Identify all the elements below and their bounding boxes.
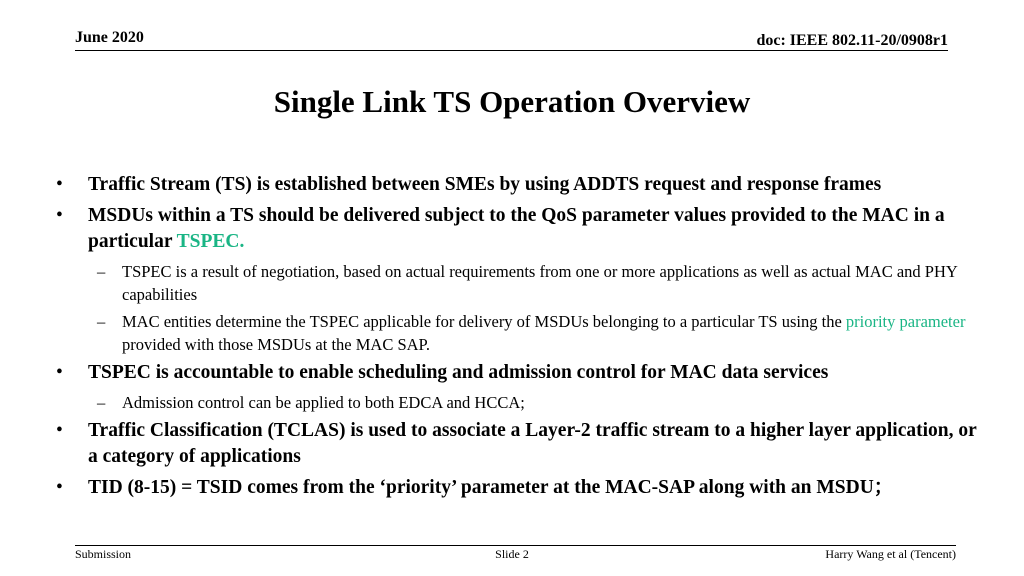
header-date: June 2020 — [75, 29, 144, 46]
bullet-text: Traffic Classification (TCLAS) is used to associate a Layer-2 traffic stream to a higher layer application, or a category of applications — [88, 420, 977, 467]
sub-bullet-marker: – — [97, 312, 106, 331]
bullet-item — [56, 418, 981, 470]
sub-bullet-text: Admission control can be applied to both EDCA and HCCA; — [122, 393, 525, 412]
highlight-text: priority parameter — [845, 312, 966, 331]
sub-bullet-marker: – — [97, 393, 106, 412]
bullet-list — [56, 172, 981, 506]
bullet-item — [56, 203, 981, 255]
sub-bullet-text: TSPEC is a result of negotiation, based on actual requirements from one or more applications as well as actual MAC and PHY capabilities — [122, 262, 958, 304]
slide-title: Single Link TS Operation Overview — [273, 84, 751, 119]
footer-divider — [75, 545, 956, 546]
sub-bullet-item — [56, 391, 981, 414]
bullet-marker: • — [56, 205, 63, 226]
bullet-item — [56, 360, 981, 386]
bullet-text: MSDUs within a TS should be delivered subject to the QoS parameter values provided to the MAC in a particular — [88, 205, 945, 252]
bullet-marker: • — [56, 420, 63, 441]
bullet-item — [56, 475, 981, 501]
header-doc-id: doc: IEEE 802.11-20/0908r1 — [756, 32, 948, 49]
footer-slide-number: Slide 2 — [495, 547, 529, 561]
footer-submission: Submission — [75, 547, 132, 561]
sub-bullet-marker: – — [97, 262, 106, 281]
bullet-marker: • — [56, 477, 63, 498]
footer-author: Harry Wang et al (Tencent) — [825, 547, 956, 561]
bullet-marker: • — [56, 362, 63, 383]
sub-bullet-text: MAC entities determine the TSPEC applicable for delivery of MSDUs belonging to a particular TS using the — [122, 312, 846, 331]
sub-bullet-item — [56, 260, 981, 306]
highlight-text: TSPEC. — [176, 231, 245, 252]
bullet-text: TSPEC is accountable to enable scheduling and admission control for MAC data services — [88, 362, 829, 383]
sub-bullet-text-tail: provided with those MSDUs at the MAC SAP. — [122, 335, 431, 354]
header-divider — [75, 50, 948, 51]
bullet-text: Traffic Stream (TS) is established between SMEs by using ADDTS request and response frames — [88, 174, 882, 195]
bullet-marker: • — [56, 174, 63, 195]
bullet-item — [56, 172, 981, 198]
bullet-text: TID (8-15) = TSID comes from the ‘priority’ parameter at the MAC-SAP along with an MSDU； — [88, 477, 894, 498]
sub-bullet-item — [56, 310, 981, 356]
